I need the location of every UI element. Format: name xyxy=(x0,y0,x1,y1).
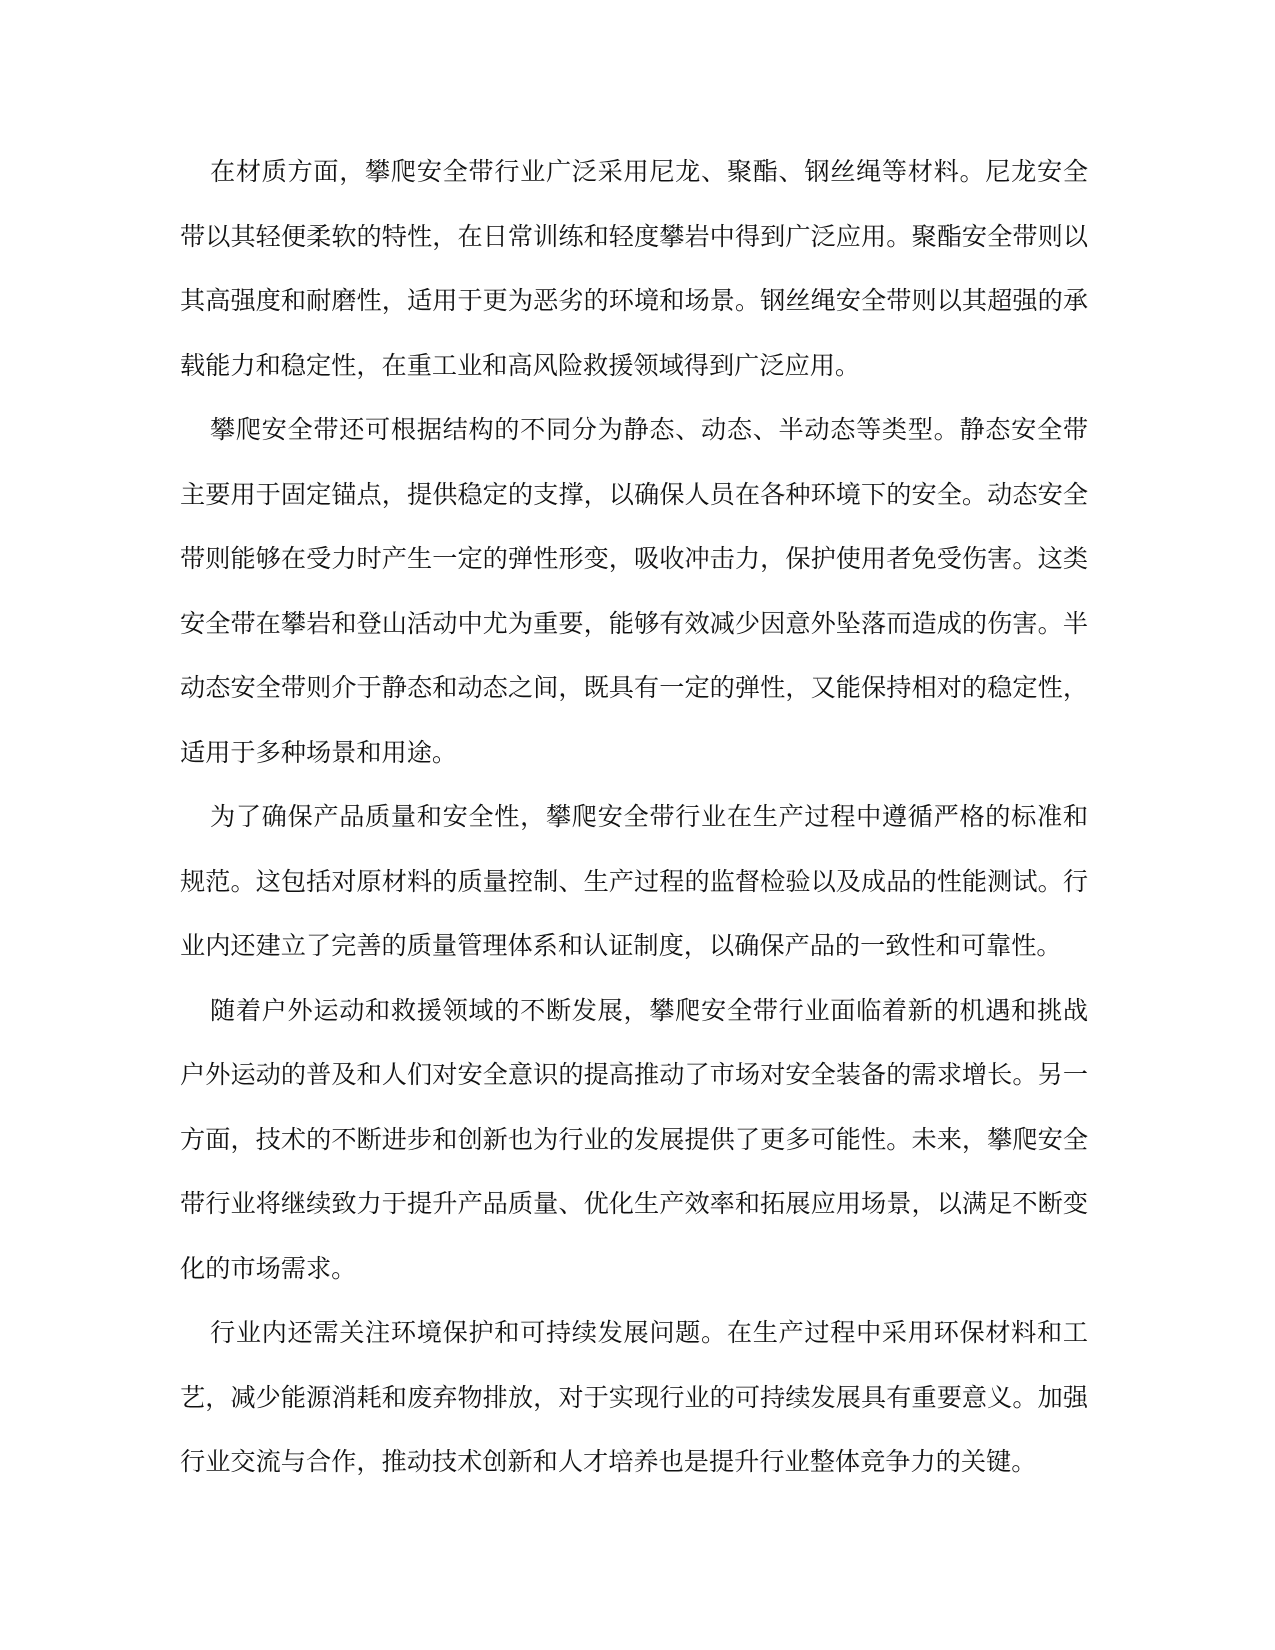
paragraph: 随着户外运动和救援领域的不断发展，攀爬安全带行业面临着新的机遇和挑战户外运动的普及和人们对安全意识的提高推动了市场对安全装备的需求增长。另一方面，技术的不断进步和创新也为行业的发展提供了更多可能性。未来，攀爬安全带行业将继续致力于提升产品质量、优化生产效率和拓展应用场景，以满足不断变化的市场需求。 xyxy=(180,996,1088,1283)
paragraph: 行业内还需关注环境保护和可持续发展问题。在生产过程中采用环保材料和工艺，减少能源消耗和废弃物排放，对于实现行业的可持续发展具有重要意义。加强行业交流与合作，推动技术创新和人才培养也是提升行业整体竞争力的关键。 xyxy=(180,1319,1088,1476)
paragraph: 为了确保产品质量和安全性，攀爬安全带行业在生产过程中遵循严格的标准和规范。这包括对原材料的质量控制、生产过程的监督检验以及成品的性能测试。行业内还建立了完善的质量管理体系和认证制度，以确保产品的一致性和可靠性。 xyxy=(180,803,1088,960)
paragraph: 在材质方面，攀爬安全带行业广泛采用尼龙、聚酯、钢丝绳等材料。尼龙安全带以其轻便柔软的特性，在日常训练和轻度攀岩中得到广泛应用。聚酯安全带则以其高强度和耐磨性，适用于更为恶劣的环境和场景。钢丝绳安全带则以其超强的承载能力和稳定性，在重工业和高风险救援领域得到广泛应用。 xyxy=(180,158,1088,380)
document-body xyxy=(180,140,1088,1495)
paragraph: 攀爬安全带还可根据结构的不同分为静态、动态、半动态等类型。静态安全带主要用于固定锚点，提供稳定的支撑，以确保人员在各种环境下的安全。动态安全带则能够在受力时产生一定的弹性形变，吸收冲击力，保护使用者免受伤害。这类安全带在攀岩和登山活动中尤为重要，能够有效减少因意外坠落而造成的伤害。半动态安全带则介于静态和动态之间，既具有一定的弹性，又能保持相对的稳定性，适用于多种场景和用途。 xyxy=(180,416,1088,767)
